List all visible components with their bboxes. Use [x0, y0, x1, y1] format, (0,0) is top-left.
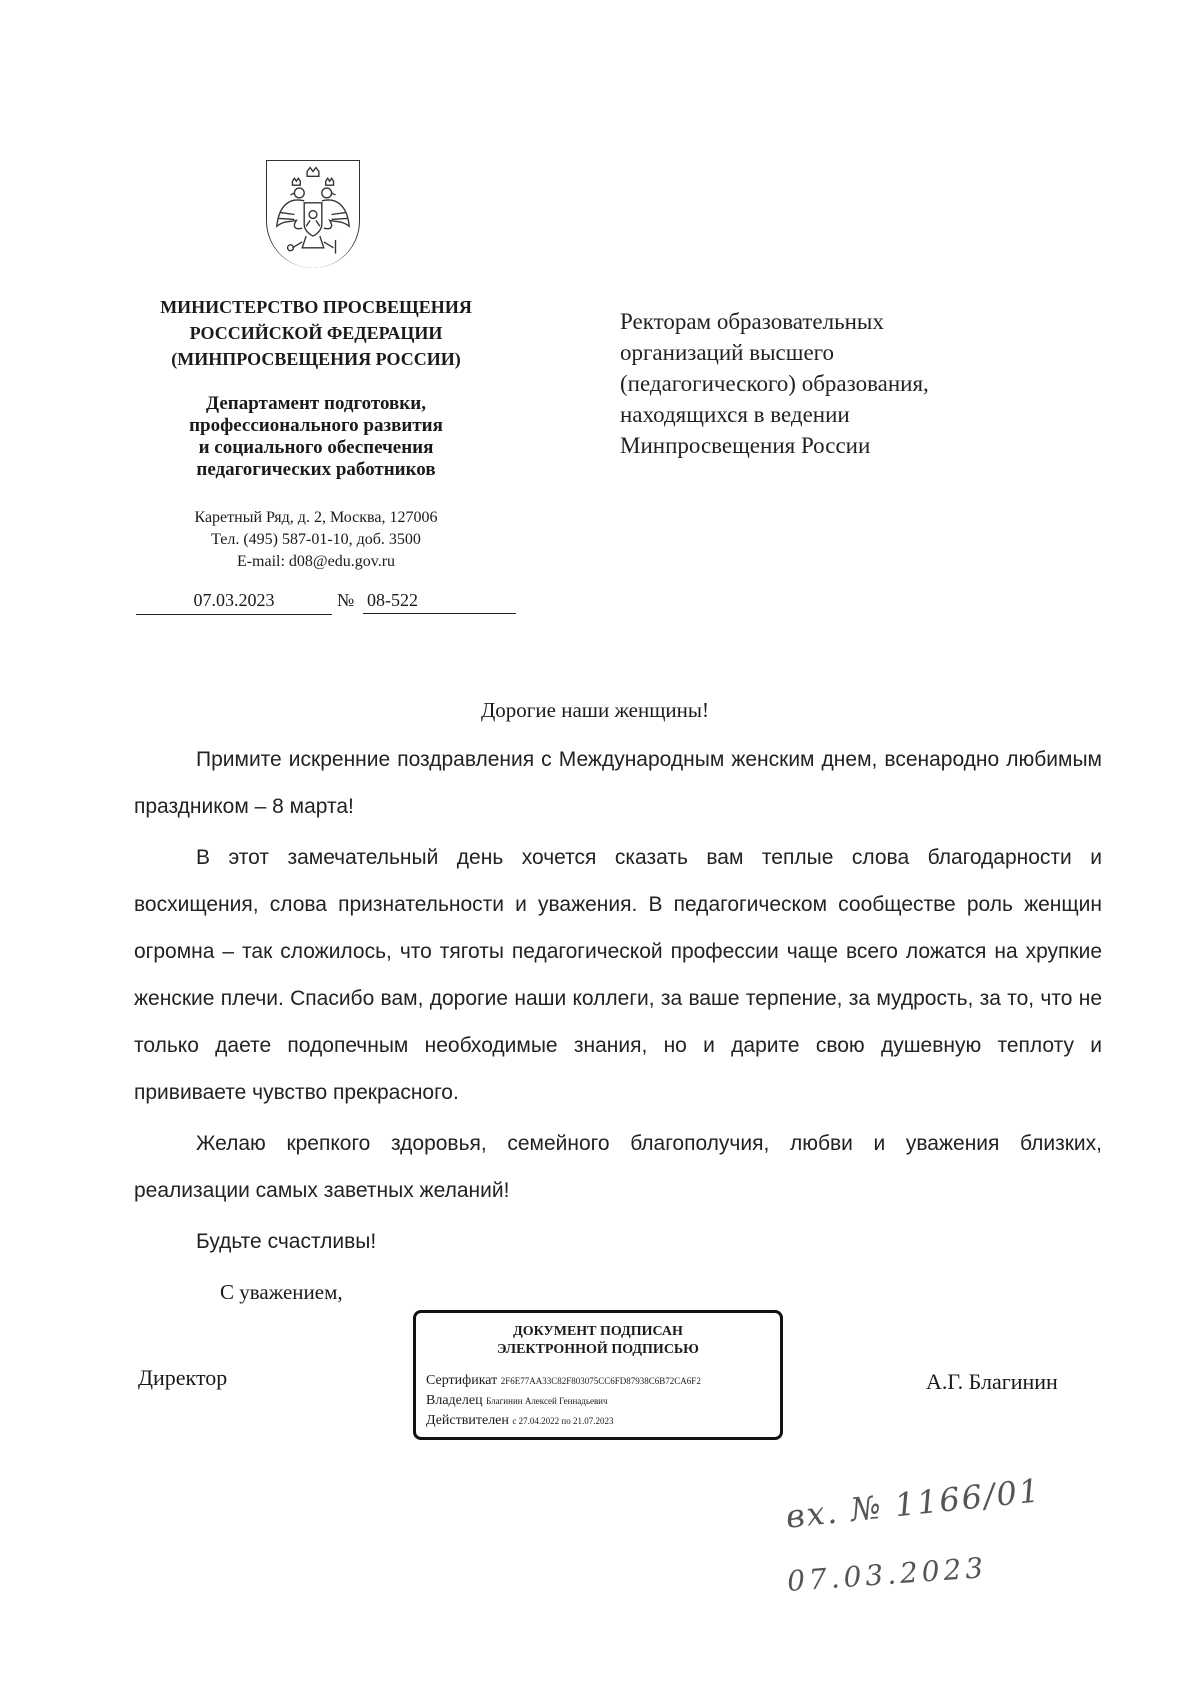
ministry-line: МИНИСТЕРСТВО ПРОСВЕЩЕНИЯ [160, 297, 472, 317]
addressee-line: организаций высшего [620, 340, 835, 365]
certificate-label: Сертификат [426, 1373, 498, 1388]
coat-of-arms-icon [266, 160, 360, 268]
body-paragraph: Примите искренние поздравления с Международным женским днем, всенародно любимым праздником – 8 марта! [134, 748, 1102, 818]
contact-info [120, 507, 512, 573]
addressee-line: Ректорам образовательных [620, 309, 884, 334]
salutation: Дорогие наши женщины! [480, 698, 709, 722]
handwritten-incoming-date: 07.03.2023 [786, 1551, 989, 1598]
ministry-line: РОССИЙСКОЙ ФЕДЕРАЦИИ [189, 323, 443, 343]
ministry-line: (МИНПРОСВЕЩЕНИЯ РОССИИ) [171, 349, 461, 369]
electronic-signature-stamp [413, 1310, 783, 1440]
department-line: Департамент подготовки, [206, 393, 426, 414]
signer-name: А.Г. Благинин [926, 1369, 1058, 1394]
email-line: E-mail: d08@edu.gov.ru [236, 553, 396, 570]
addressee-line: находящихся в ведении [620, 402, 850, 427]
registration-line [136, 590, 516, 616]
valid-label: Действителен [426, 1413, 509, 1428]
certificate-value: 2F6E77AA33C82F803075CC6FD87938C6B72CA6F2 [500, 1376, 701, 1386]
ministry-name [120, 294, 512, 372]
department-line: профессионального развития [189, 415, 443, 436]
stamp-title-line: ДОКУМЕНТ ПОДПИСАН [513, 1324, 683, 1339]
document-number: 08-522 [363, 590, 516, 614]
document-date: 07.03.2023 [136, 590, 332, 615]
department-line: педагогических работников [196, 459, 436, 480]
phone-line: Тел. (495) 587-01-10, доб. 3500 [211, 531, 421, 548]
body-paragraph: Будьте счастливы! [196, 1230, 377, 1253]
owner-label: Владелец [426, 1393, 483, 1408]
stamp-validity-row [426, 1413, 613, 1429]
department-line: и социального обеспечения [198, 437, 434, 458]
body-paragraph: Желаю крепкого здоровья, семейного благополучия, любви и уважения близких, реализации самых заветных желаний! [134, 1132, 1102, 1202]
signer-position: Директор [138, 1365, 228, 1390]
addressee-line: Минпросвещения России [620, 433, 871, 458]
stamp-owner-row [426, 1393, 608, 1409]
closing-phrase: С уважением, [220, 1280, 343, 1304]
letter-body [134, 736, 1102, 1265]
body-paragraph: В этот замечательный день хочется сказать вам теплые слова благодарности и восхищения, слова признательности и уважения. В педагогическом сообществе роль женщин огромна – так сложилось, что тяготы педагогической профессии чаще всего ложатся на хрупкие женские плечи. Спасибо вам, дорогие наши коллеги, за ваше терпение, за мудрость, за то, что не только даете подопечным необходимые знания, но и дарите свою душевную теплоту и прививаете чувство прекрасного. [134, 846, 1102, 1104]
addressee-block [620, 306, 1090, 461]
owner-value: Благинин Алексей Геннадьевич [486, 1396, 608, 1406]
valid-value: с 27.04.2022 по 21.07.2023 [512, 1416, 614, 1426]
address-line: Каретный Ряд, д. 2, Москва, 127006 [194, 509, 438, 526]
number-label: № [337, 590, 355, 610]
eagle-emblem-graphic [267, 161, 359, 268]
addressee-line: (педагогического) образования, [620, 371, 929, 396]
stamp-certificate-row [426, 1373, 701, 1389]
stamp-title-line: ЭЛЕКТРОННОЙ ПОДПИСЬЮ [497, 1342, 699, 1357]
department-name [120, 393, 512, 481]
stamp-title [416, 1323, 780, 1359]
handwritten-incoming-number: вх. № 1166/01 [784, 1471, 1043, 1536]
